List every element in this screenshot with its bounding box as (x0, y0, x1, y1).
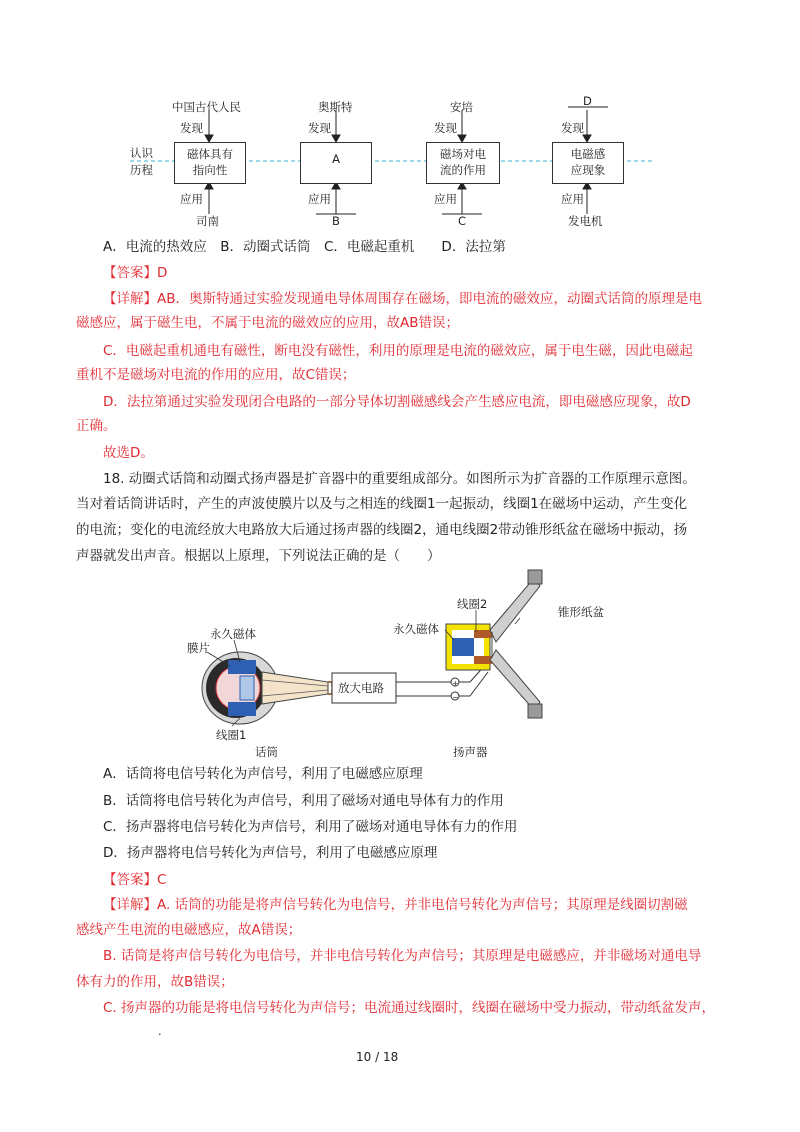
page-number: 10 / 18 (356, 1050, 399, 1064)
col3-application-blank-c: C (458, 214, 467, 228)
col1-application: 司南 (196, 214, 219, 228)
q18-explanation-line: B. 话筒是将声信号转化为电信号，并非电信号转化为声信号；其原理是电磁感应，并非磁场对通电导 (103, 948, 702, 964)
q18-option-a: A．话筒将电信号转化为声信号，利用了电磁感应原理 (103, 766, 423, 782)
q17-explanation-line: 重机不是磁场对电流的作用的应用，故C错误； (76, 367, 356, 383)
label-diaphragm: 膜片 (187, 641, 210, 655)
col2-apply-label: 应用 (308, 192, 331, 206)
col2-box-blank-a: A (332, 152, 340, 166)
q17-explanation-line: D．法拉第通过实验发现闭合电路的一部分导体切割磁感线会产生感应电流，即电磁感应现象，故D (103, 394, 691, 410)
col4-box-line2: 应现象 (570, 163, 606, 177)
q18-option-c: C．扬声器将电信号转化为声信号，利用了磁场对通电导体有力的作用 (103, 819, 518, 835)
q18-option-d: D．扬声器将电信号转化为声信号，利用了电磁感应原理 (103, 845, 438, 861)
q18-stem-line: 声器就发出声音。根据以上原理，下列说法正确的是（ ） (76, 548, 441, 564)
q17-explanation-line: 磁感应，属于磁生电，不属于电流的磁效应的应用，故AB错误； (76, 315, 459, 331)
q18-explanation-line: 感线产生电流的电磁感应，故A错误； (76, 922, 302, 938)
col3-apply-label: 应用 (434, 192, 457, 206)
amplifier-figure-drawing (0, 560, 800, 770)
col1-discoverer: 中国古代人民 (172, 100, 241, 114)
q18-stem-line: 当对着话筒讲话时，产生的声波使膜片以及与之相连的线圈1一起振动，线圈1在磁场中运动，产生变化 (76, 496, 688, 512)
q17-explanation-line: 正确。 (76, 418, 117, 434)
col4-box (552, 142, 624, 184)
label-cone: 锥形纸盆 (558, 605, 604, 619)
col1-box-line1: 磁体具有 (187, 147, 233, 161)
row-label-cognition: 认识 (130, 146, 153, 160)
label-speaker-magnet: 永久磁体 (393, 622, 439, 636)
label-speaker: 扬声器 (453, 745, 488, 759)
q18-answer: 【答案】C (103, 872, 167, 888)
label-amplifier: 放大电路 (338, 681, 384, 695)
flow-diagram-lines (0, 0, 800, 240)
col1-box-line2: 指向性 (192, 163, 228, 177)
row-label-process: 历程 (130, 163, 153, 177)
label-microphone: 话筒 (255, 745, 278, 759)
col3-box (426, 142, 500, 184)
col2-box (300, 142, 372, 184)
col4-application: 发电机 (568, 214, 603, 228)
col3-discoverer: 安培 (450, 100, 473, 114)
q18-stem-line: 18. 动圈式话筒和动圈式扬声器是扩音器中的重要组成部分。如图所示为扩音器的工作原理示意图。 (103, 471, 696, 487)
q17-answer: 【答案】D (103, 265, 168, 281)
col3-discover-label: 发现 (434, 121, 457, 135)
q18-explanation-line: 体有力的作用，故B错误； (76, 974, 234, 990)
q17-options: A．电流的热效应 B．动圈式话筒 C．电磁起重机 D．法拉第 (103, 239, 506, 255)
col1-box (174, 142, 246, 184)
svg-text:+: + (452, 679, 459, 688)
q18-explanation-line: C. 扬声器的功能是将电信号转化为声信号；电流通过线圈时，线圈在磁场中受力振动，带动纸盆发声， (103, 1000, 716, 1016)
label-coil1: 线圈1 (216, 728, 247, 742)
col4-apply-label: 应用 (561, 192, 584, 206)
q18-explanation-line: 【详解】A. 话筒的功能是将声信号转化为电信号，并非电信号转化为声信号；其原理是线圈切割磁 (103, 897, 688, 913)
q18-stem-line: 的电流；变化的电流经放大电路放大后通过扬声器的线圈2，通电线圈2带动锥形纸盆在磁场中振动，扬 (76, 522, 688, 538)
footer-dot: . (158, 1024, 162, 1038)
col1-apply-label: 应用 (180, 192, 203, 206)
label-coil2: 线圈2 (457, 597, 488, 611)
label-mic-magnet: 永久磁体 (210, 627, 256, 641)
col4-discover-label: 发现 (561, 121, 584, 135)
svg-text:−: − (452, 693, 459, 702)
col2-application-blank-b: B (332, 214, 340, 228)
q17-explanation-line: 故选D。 (103, 445, 154, 461)
col3-box-line1: 磁场对电 (440, 147, 486, 161)
q17-explanation-line: C．电磁起重机通电有磁性，断电没有磁性，利用的原理是电流的磁效应，属于电生磁，因此电磁起 (103, 343, 693, 359)
col2-discoverer: 奥斯特 (318, 100, 353, 114)
col4-discoverer-blank-d: D (583, 94, 592, 108)
col3-box-line2: 流的作用 (440, 163, 486, 177)
q17-explanation-line: 【详解】AB．奥斯特通过实验发现通电导体周围存在磁场，即电流的磁效应，动圈式话筒的原理是电 (103, 291, 702, 307)
col1-discover-label: 发现 (180, 121, 203, 135)
q18-option-b: B．话筒将电信号转化为声信号，利用了磁场对通电导体有力的作用 (103, 793, 504, 809)
col4-box-line1: 电磁感 (570, 147, 606, 161)
col2-discover-label: 发现 (308, 121, 331, 135)
